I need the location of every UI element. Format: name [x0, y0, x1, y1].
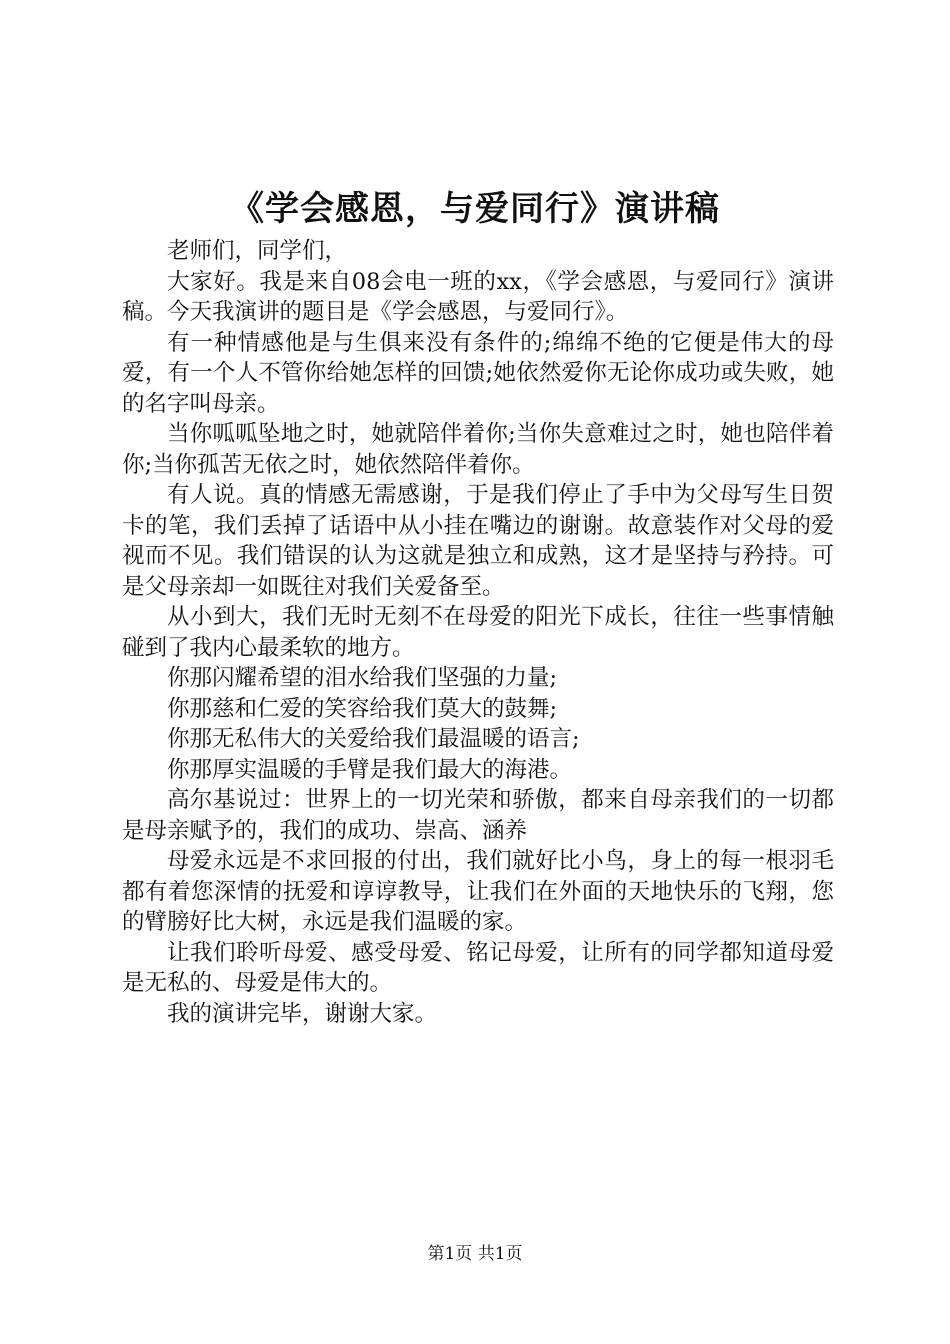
paragraph: 你那厚实温暖的手臂是我们最大的海港。 [167, 756, 573, 783]
paragraph: 有人说。真的情感无需感谢，于是我们停止了手中为父母写生日贺卡的笔，我们丢掉了话语中从小挂在嘴边的谢谢。故意装作对父母的爱视而不见。我们错误的认为这就是独立和成熟，这才是坚持与矜持。可是父母亲却一如既往对我们关爱备至。 [122, 482, 834, 600]
paragraph: 有一种情感他是与生俱来没有条件的;绵绵不绝的它便是伟大的母爱，有一个人不管你给她怎样的回馈;她依然爱你无论你成功或失败，她的名字叫母亲。 [122, 329, 834, 417]
paragraph-closing: 我的演讲完毕，谢谢大家。 [167, 1000, 438, 1027]
paragraph: 从小到大，我们无时无刻不在母爱的阳光下成长，往往一些事情触碰到了我内心最柔软的地方。 [122, 604, 834, 661]
document-title: 《学会感恩，与爱同行》演讲稿 [230, 189, 720, 229]
paragraph: 高尔基说过：世界上的一切光荣和骄傲，都来自母亲我们的一切都是母亲赋予的，我们的成功、崇高、涵养 [122, 787, 834, 844]
paragraph: 让我们聆听母爱、感受母爱、铭记母爱，让所有的同学都知道母爱是无私的、母爱是伟大的。 [122, 939, 834, 996]
paragraph-greeting: 老师们，同学们， [167, 238, 348, 264]
page-number-footer: 第1页 共1页 [427, 1244, 523, 1264]
paragraph: 你那闪耀希望的泪水给我们坚强的力量; [167, 665, 558, 691]
document-body [122, 236, 834, 1029]
paragraph-introduction: 大家好。我是来自08会电一班的xx，《学会感恩，与爱同行》演讲稿。今天我演讲的题目是《学会感恩，与爱同行》。 [122, 268, 834, 325]
paragraph: 母爱永远是不求回报的付出，我们就好比小鸟，身上的每一根羽毛都有着您深情的抚爱和谆谆教导，让我们在外面的天地快乐的飞翔，您的臂膀好比大树，永远是我们温暖的家。 [122, 848, 834, 935]
paragraph: 你那慈和仁爱的笑容给我们莫大的鼓舞; [167, 695, 558, 722]
paragraph: 你那无私伟大的关爱给我们最温暖的语言; [167, 726, 580, 752]
paragraph: 当你呱呱坠地之时，她就陪伴着你;当你失意难过之时，她也陪伴着你;当你孤苦无依之时，她依然陪伴着你。 [122, 421, 834, 478]
